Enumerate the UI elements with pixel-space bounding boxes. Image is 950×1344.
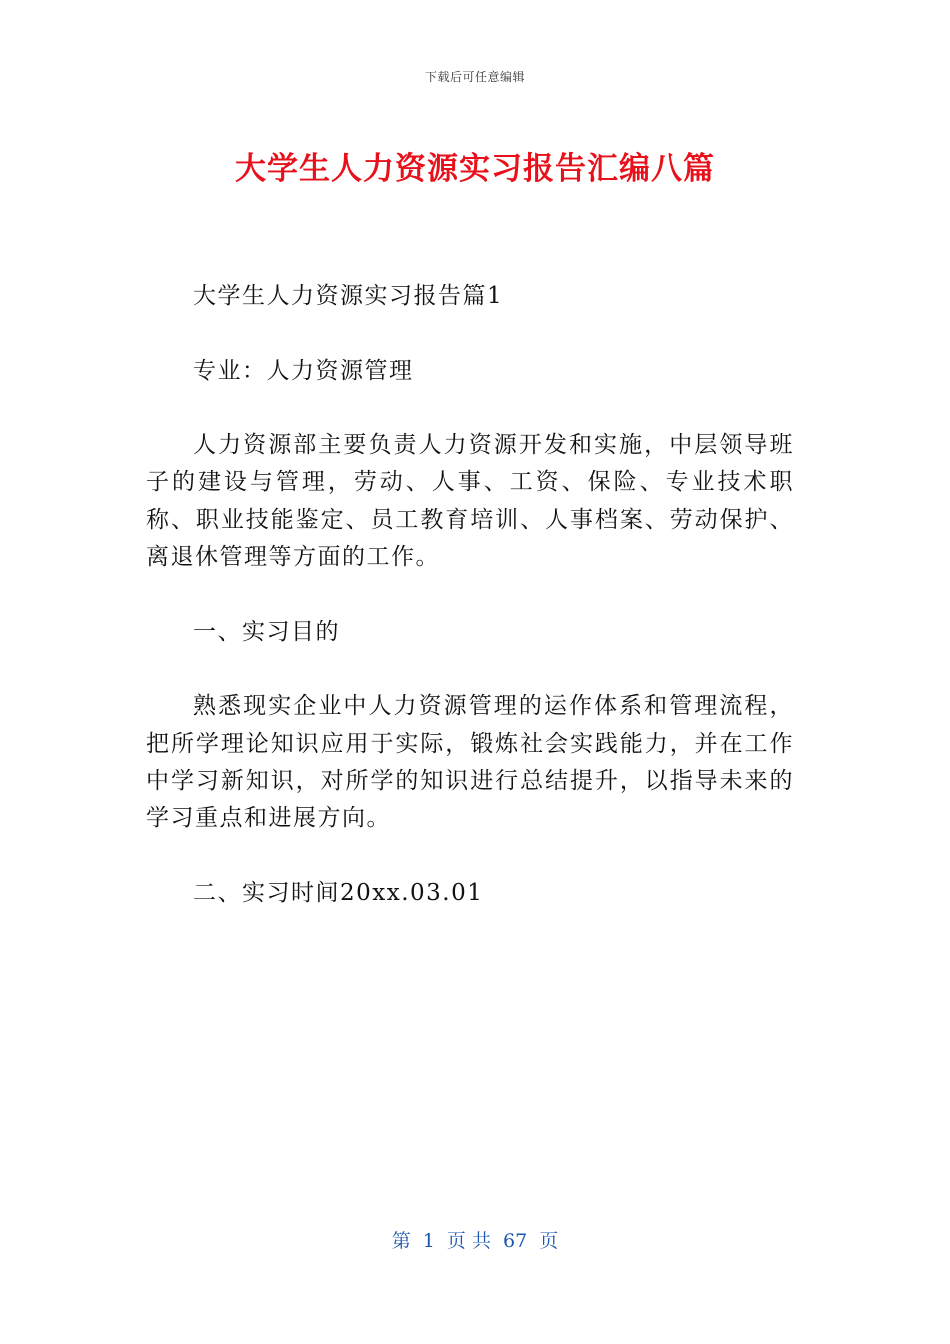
page-footer xyxy=(0,1226,950,1253)
total-page-count: 67 xyxy=(503,1230,528,1252)
major-line: 专业：人力资源管理 xyxy=(193,357,414,384)
section-heading-part-1: 大学生人力资源实习报告篇1 xyxy=(193,283,504,309)
body-paragraph-hr-duties: 人力资源部主要负责人力资源开发和实施，中层领导班子的建设与管理，劳动、人事、工资、保险、专业技术职称、职业技能鉴定、员工教育培训、人事档案、劳动保护、离退休管理等方面的工作。 xyxy=(146,432,794,571)
footer-middle: 页 共 xyxy=(446,1230,491,1252)
current-page-number: 1 xyxy=(422,1230,435,1252)
document-body xyxy=(146,278,794,949)
footer-prefix: 第 xyxy=(391,1230,411,1252)
document-title: 大学生人力资源实习报告汇编八篇 xyxy=(235,151,715,187)
section-heading-time: 二、实习时间20xx.03.01 xyxy=(193,879,484,906)
footer-suffix: 页 xyxy=(539,1230,559,1252)
section-heading-purpose: 一、实习目的 xyxy=(193,618,340,645)
header-note: 下载后可任意编辑 xyxy=(424,70,525,84)
body-paragraph-purpose: 熟悉现实企业中人力资源管理的运作体系和管理流程，把所学理论知识应用于实际，锻炼社会实践能力，并在工作中学习新知识，对所学的知识进行总结提升，以指导未来的学习重点和进展方向。 xyxy=(146,693,794,832)
